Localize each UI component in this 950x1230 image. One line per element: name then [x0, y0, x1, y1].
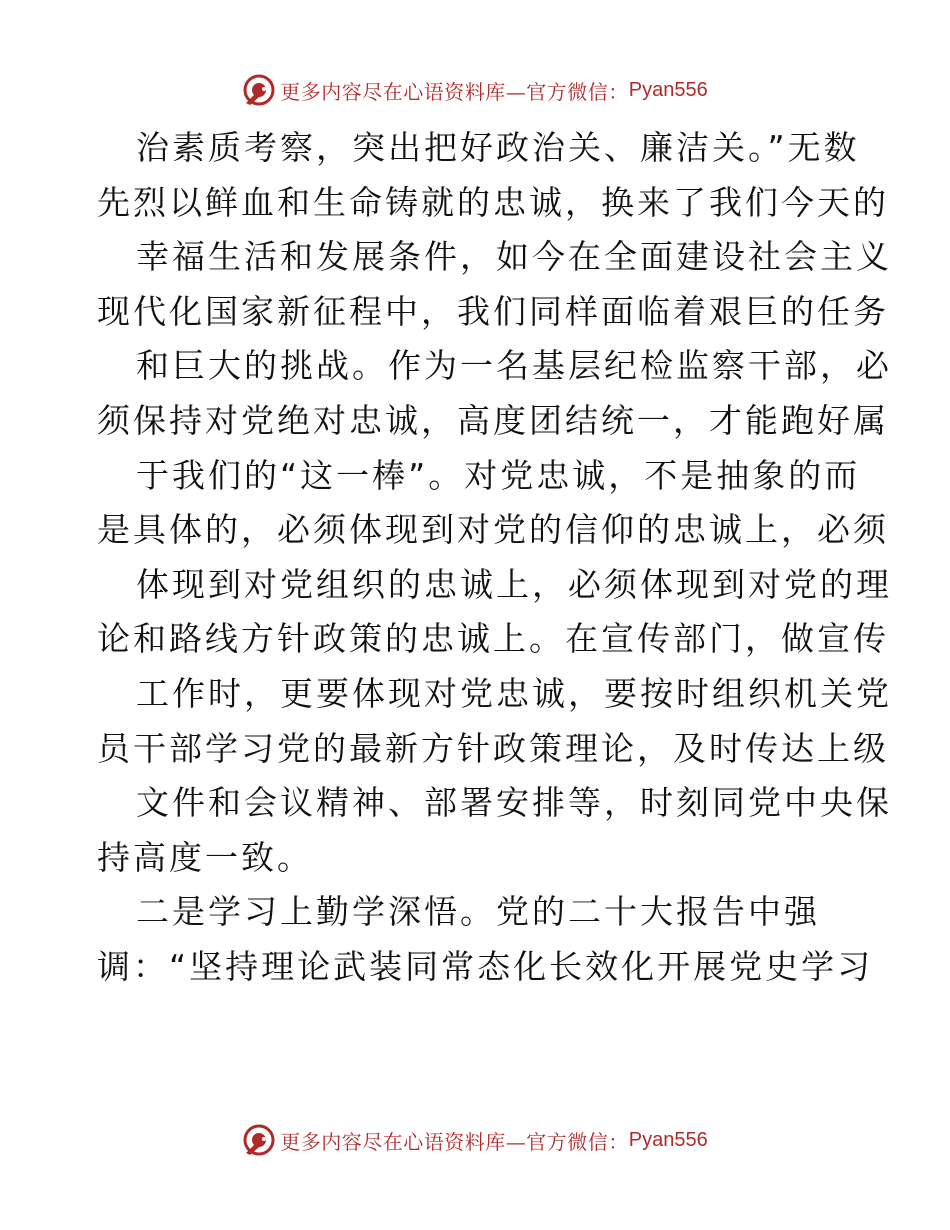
header-banner [0, 70, 950, 110]
text-line: 体现到对党组织的忠诚上，必须体现到对党的理 [136, 564, 892, 604]
text-line: 文件和会议精神、部署安排等，时刻同党中央保 [136, 783, 892, 823]
text-line: 调：“坚持理论武装同常态化长效化开展党史学习 [97, 946, 874, 986]
text-line: 治素质考察，突出把好政治关、廉洁关。”无数 [136, 128, 860, 167]
text-line: 二是学习上勤学深悟。党的二十大报告中强 [136, 892, 820, 932]
text-line: 持高度一致。 [97, 837, 313, 877]
pen-nib-logo-icon [242, 1123, 276, 1157]
text-line: 幸福生活和发展条件，如今在全面建设社会主义 [136, 237, 892, 277]
text-line: 工作时，更要体现对党忠诚，要按时组织机关党 [136, 673, 892, 713]
banner-text: 更多内容尽在心语资料库—官方微信： [280, 79, 629, 104]
text-line: 员干部学习党的最新方针政策理论，及时传达上级 [97, 728, 889, 768]
text-line: 现代化国家新征程中，我们同样面临着艰巨的任务 [97, 291, 889, 331]
text-line: 是具体的，必须体现到对党的信仰的忠诚上，必须 [97, 510, 889, 550]
banner-wechat-id: Pyan556 [628, 78, 708, 101]
text-line: 先烈以鲜血和生命铸就的忠诚，换来了我们今天的 [97, 182, 889, 222]
pen-nib-logo-icon [242, 73, 276, 107]
text-line: 于我们的“这一棒”。对党忠诚，不是抽象的而 [136, 455, 861, 495]
banner-wechat-id: Pyan556 [628, 1128, 708, 1151]
footer-banner [0, 1120, 950, 1160]
banner-text: 更多内容尽在心语资料库—官方微信： [280, 1129, 629, 1154]
text-line: 须保持对党绝对忠诚，高度团结统一，才能跑好属 [97, 400, 889, 440]
document-body [0, 121, 950, 995]
text-line: 论和路线方针政策的忠诚上。在宣传部门，做宣传 [97, 619, 889, 659]
text-line: 和巨大的挑战。作为一名基层纪检监察干部，必 [136, 346, 892, 386]
